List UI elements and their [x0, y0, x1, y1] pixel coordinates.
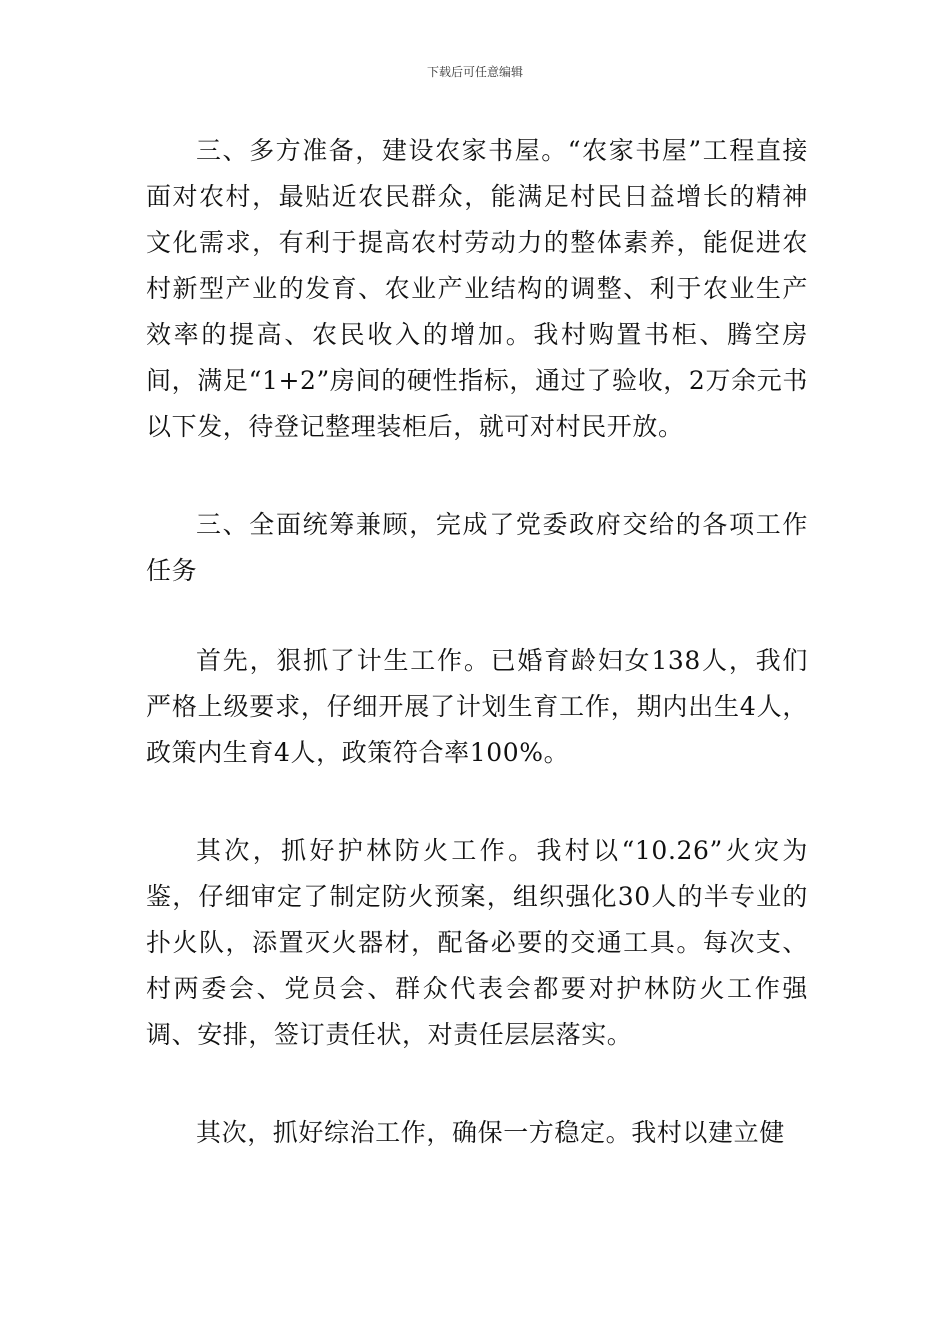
page-header: 下载后可任意编辑 — [426, 65, 523, 79]
paragraph-spacer — [146, 776, 808, 828]
paragraph-fire-prevention: 其次，抓好护林防火工作。我村以“10.26”火灾为鉴，仔细审定了制定防火预案，组织强化30人的半专业的扑火队，添置灭火器材，配备必要的交通工具。每次支、村两委会、党员会、群众代表会都要对护林防火工作强调、安排，签订责任状，对责任层层落实。 — [146, 836, 808, 1049]
paragraph-library: 三、多方准备，建设农家书屋。“农家书屋”工程直接面对农村，最贴近农民群众，能满足村民日益增长的精神文化需求，有利于提高农村劳动力的整体素养，能促进农村新型产业的发育、农业产业结构的调整、利于农业生产效率的提高、农民收入的增加。我村购置书柜、腾空房间，满足“1+2”房间的硬性指标，通过了验收，2万余元书以下发，待登记整理装柜后，就可对村民开放。 — [146, 136, 808, 441]
paragraph-spacer — [146, 594, 808, 638]
paragraph-family-planning: 首先，狠抓了计生工作。已婚育龄妇女138人，我们严格上级要求，仔细开展了计划生育工作，期内出生4人，政策内生育4人，政策符合率100%。 — [146, 646, 808, 767]
paragraph-public-security: 其次，抓好综治工作，确保一方稳定。我村以建立健 — [196, 1118, 785, 1147]
paragraph-section-heading: 三、全面统筹兼顾，完成了党委政府交给的各项工作任务 — [146, 510, 808, 585]
document-body — [146, 128, 808, 1156]
paragraph-spacer — [146, 450, 808, 502]
paragraph-spacer — [146, 1058, 808, 1110]
